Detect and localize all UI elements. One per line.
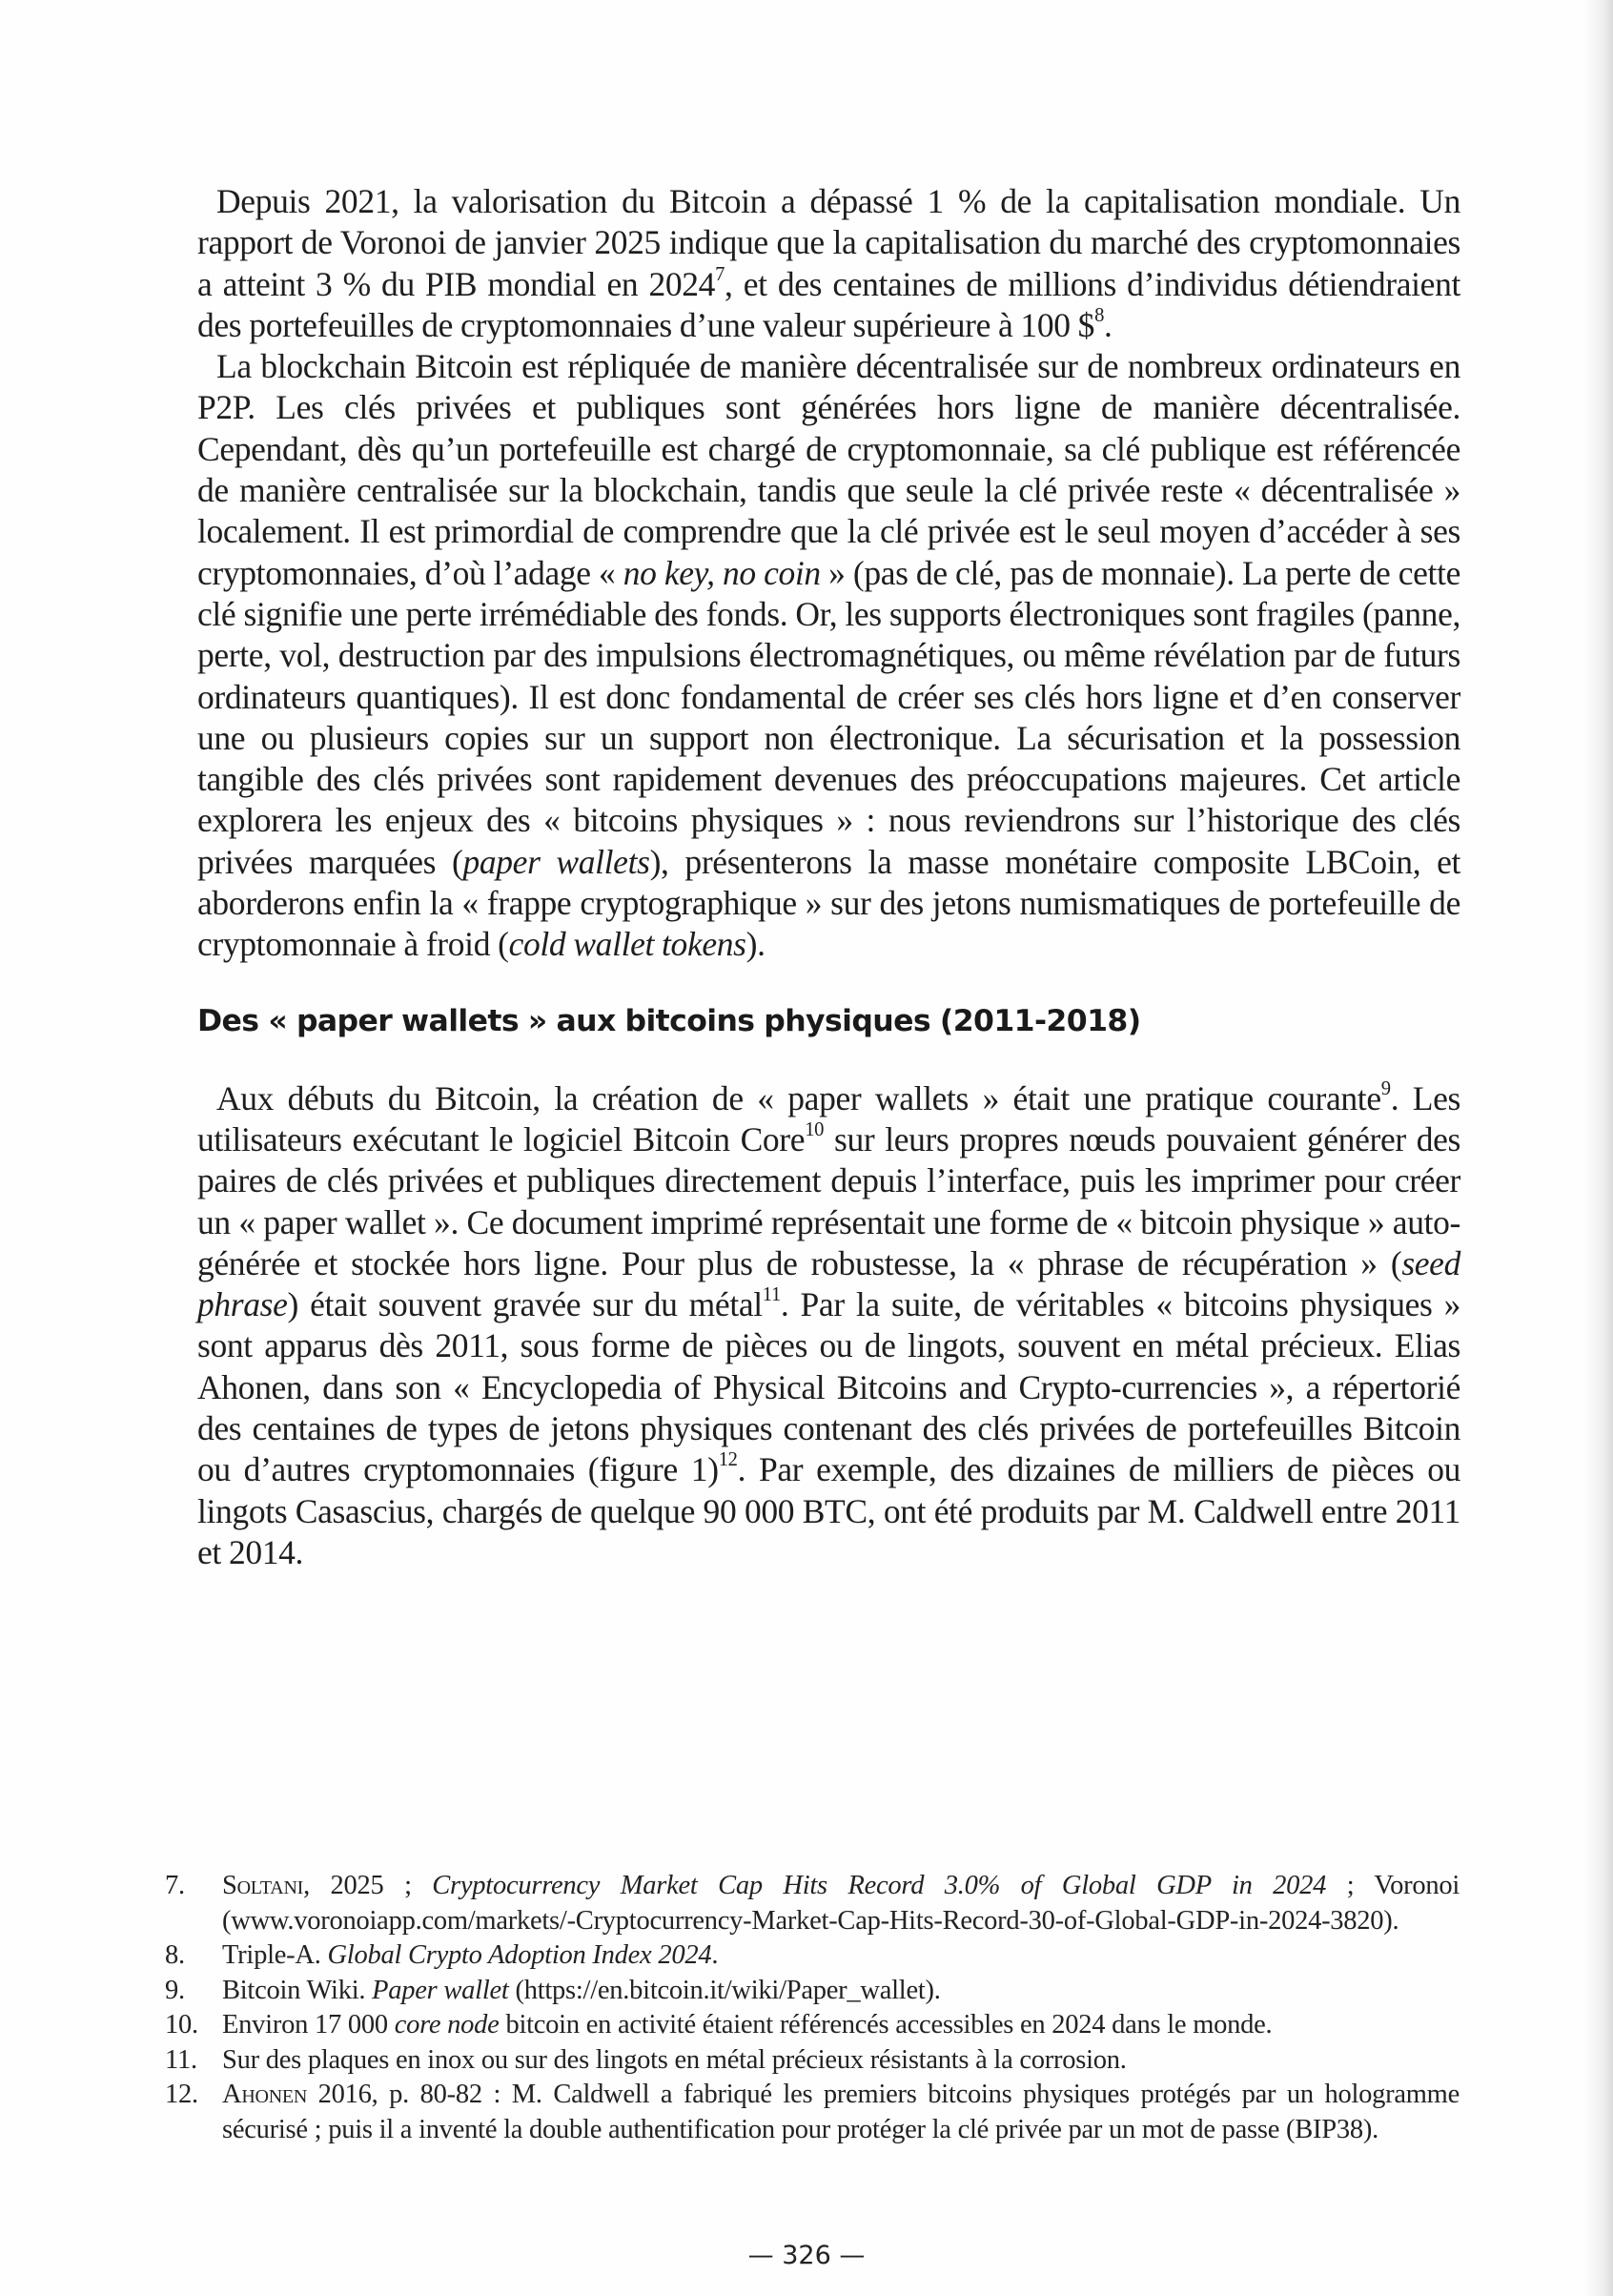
paragraph-text: ) était souvent gravée sur du métal: [287, 1285, 763, 1324]
italic-phrase: paper wallets: [462, 842, 650, 881]
footnote-text: [222, 2008, 1460, 2043]
footnote-number: 7.: [165, 1871, 185, 1900]
footnote-8: [165, 1938, 1460, 1974]
footnote-number: 8.: [165, 1940, 185, 1970]
footnote-text: [222, 1938, 1460, 1974]
footnote-segment: Triple-A.: [222, 1940, 328, 1970]
page-number: — 326 —: [747, 2241, 866, 2270]
footnote-segment: .: [711, 1940, 719, 1970]
footnote-author: Ahonen: [222, 2080, 308, 2109]
paragraph-text: Depuis 2021, la valorisation du Bitcoin a dépassé 1 % de la capitalisation mondiale. Un rapport de Voronoi de janvier 2025 indique que la capitalisation du marché des cryptomonnaies a atteint 3 % du PIB mondial en 2024: [197, 182, 1460, 303]
footnote-italic-term: core node: [394, 2010, 500, 2040]
footnote-title: Paper wallet: [372, 1975, 509, 2005]
footnote-12: [165, 2078, 1460, 2147]
footnote-link[interactable]: (https://en.bitcoin.it/wiki/Paper_wallet).: [508, 1975, 941, 2005]
paragraph-text: ), présenterons la masse monétaire composite LBCoin, et aborderons enfin la « frappe cryptographique » sur des jetons numismatiques de portefeuille de cryptomonnaie à froid (: [197, 842, 1460, 964]
footnote-ref-12[interactable]: 12: [718, 1449, 738, 1471]
paragraph-2: [197, 346, 1460, 965]
footnote-text: [222, 1869, 1460, 1938]
footnote-title: Cryptocurrency Market Cap Hits Record 3.0% of Global GDP in 2024: [432, 1871, 1327, 1900]
footnote-link[interactable]: ; Voronoi (www.voronoiapp.com/markets/-Cryptocurrency-Market-Cap-Hits-Record-30-of-Global-GDP-in-2024-3820).: [222, 1871, 1460, 1936]
paragraph-text: .: [1104, 305, 1113, 344]
page-gutter-shadow: [1584, 0, 1613, 2296]
paragraph-text: » (pas de clé, pas de monnaie). La perte de cette clé signifie une perte irrémédiable des fonds. Or, les supports électroniques sont fragiles (panne, perte, vol, destruction par des impulsions électromagnétiques, ou même révélation par de futurs ordinateurs quantiques). Il est donc fondamental de créer ses clés hors ligne et d’en conserver une ou plusieurs copies sur un support non électronique. La sécurisation et la possession tangible des clés privées sont rapidement devenues des préoccupations majeures. Cet article explorera les enjeux des « bitcoins physiques » : nous reviendrons sur l’historique des clés privées marquées (: [197, 553, 1460, 881]
footnote-text: Sur des plaques en inox ou sur des lingots en métal précieux résistants à la corrosion.: [222, 2044, 1127, 2075]
footnote-author: Soltani: [222, 1871, 304, 1900]
footnote-text: [222, 2078, 1460, 2147]
paragraph-text: . Par exemple, des dizaines de milliers de pièces ou lingots Casascius, chargés de quelque 90 000 BTC, ont été produits par M. Caldwell entre 2011 et 2014.: [197, 1450, 1461, 1571]
footnote-segment: , 2025 ;: [303, 1871, 433, 1900]
footnote-ref-8[interactable]: 8: [1094, 304, 1105, 326]
footnote-segment: 2016, p. 80-82 : M. Caldwell a fabriqué les premiers bitcoins physiques protégés par un hologramme sécurisé ; puis il a inventé la double authentification pour protéger la clé privée par un mot de passe (BIP38).: [222, 2080, 1460, 2144]
section-heading: Des « paper wallets » aux bitcoins physiques (2011-2018): [197, 1003, 1141, 1038]
footnote-segment: Bitcoin Wiki.: [222, 1975, 373, 2005]
paragraph-text: , et des centaines de millions d’individus détiendraient des portefeuilles de cryptomonnaies d’une valeur supérieure à 100 $: [197, 264, 1460, 344]
footnote-ref-11[interactable]: 11: [762, 1284, 781, 1306]
paragraph-text: . Par la suite, de véritables « bitcoins physiques » sont apparus dès 2011, sous forme de pièces ou de lingots, souvent en métal précieux. Elias Ahonen, dans son « Encyclopedia of Physical Bitcoins and Crypto-currencies », a répertorié des centaines de types de jetons physiques contenant des clés privées de portefeuilles Bitcoin ou d’autres cryptomonnaies (figure 1): [197, 1285, 1460, 1489]
footnote-ref-9[interactable]: 9: [1380, 1077, 1391, 1099]
footnote-number: 10.: [165, 2010, 198, 2040]
footnote-number: 9.: [165, 1975, 185, 2005]
footnote-segment: Environ 17 000: [222, 2010, 395, 2040]
footnote-text: [222, 1974, 1460, 2009]
paragraph-text: sur leurs propres nœuds pouvaient générer des paires de clés privées et publiques directement depuis l’interface, puis les imprimer pour créer un « paper wallet ». Ce document imprimé représentait une forme de « bitcoin physique » auto-générée et stockée hors ligne. Pour plus de robustesse, la « phrase de récupération » (: [197, 1119, 1460, 1282]
page-body: [197, 181, 1460, 1573]
paragraph-text: La blockchain Bitcoin est répliquée de manière décentralisée sur de nombreux ordinateurs en P2P. Les clés privées et publiques sont générées hors ligne de manière décentralisée. Cependant, dès qu’un portefeuille est chargé de cryptomonnaie, sa clé publique est référencée de manière centralisée sur la blockchain, tandis que seule la clé privée reste « décentralisée » localement. Il est primordial de comprendre que la clé privée est le seul moyen d’accéder à ses cryptomonnaies, d’où l’adage «: [197, 347, 1460, 592]
footnote-ref-10[interactable]: 10: [805, 1119, 825, 1141]
paragraph-text: . Les utilisateurs exécutant le logiciel Bitcoin Core: [197, 1078, 1460, 1158]
footnote-9: [165, 1974, 1460, 2009]
paragraph-3: [197, 1078, 1460, 1574]
paragraph-text: ).: [745, 925, 766, 964]
footnote-number: 11.: [165, 2044, 197, 2075]
paragraph-text: Aux débuts du Bitcoin, la création de « paper wallets » était une pratique courante: [216, 1078, 1381, 1117]
footnote-segment: bitcoin en activité étaient référencés accessibles en 2024 dans le monde.: [499, 2010, 1273, 2040]
footnote-11: [165, 2043, 1460, 2079]
footnotes: [165, 1869, 1460, 2147]
italic-phrase: seed phrase: [197, 1243, 1460, 1324]
italic-phrase: cold wallet tokens: [508, 925, 746, 964]
footnote-ref-7[interactable]: 7: [715, 263, 725, 285]
footnote-7: [165, 1869, 1460, 1938]
main-text: [197, 181, 1460, 1573]
italic-phrase: no key, no coin: [623, 553, 821, 592]
paragraph-1: [197, 181, 1460, 346]
footnote-title: Global Crypto Adoption Index 2024: [327, 1940, 712, 1970]
footnote-number: 12.: [165, 2080, 198, 2109]
footnote-10: [165, 2008, 1460, 2043]
